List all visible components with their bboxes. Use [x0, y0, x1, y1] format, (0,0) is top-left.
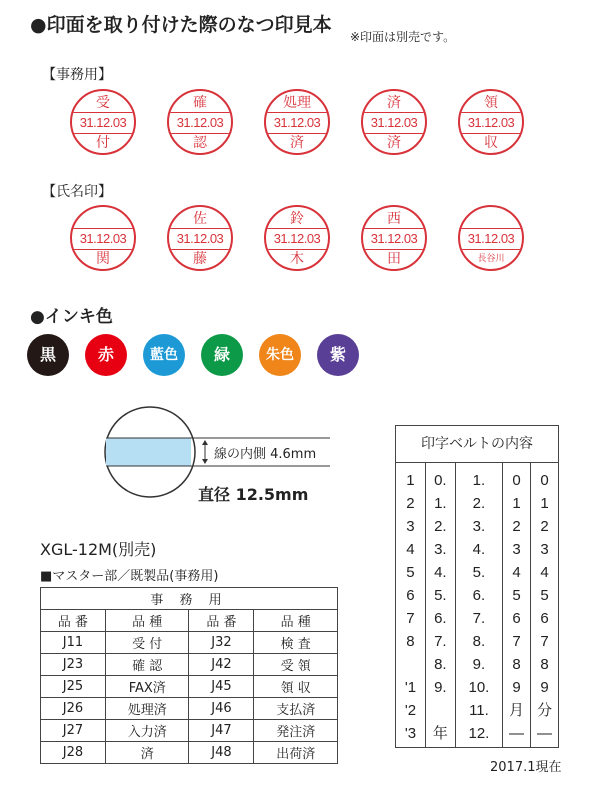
belt-column — [456, 463, 503, 747]
stamp-top-text: 領 — [484, 95, 498, 111]
stamp-top-text — [72, 210, 134, 228]
belt-cell: 11. — [469, 702, 489, 719]
table-cell: 処理済 — [105, 698, 189, 720]
table-cell: J27 — [41, 720, 106, 742]
table-header-row — [41, 610, 338, 632]
stamp-date: 31.12.03 — [167, 228, 233, 250]
table-cell: J48 — [189, 742, 254, 764]
belt-cell: 3. — [434, 541, 447, 558]
belt-cell: — — [537, 725, 553, 742]
belt-cell: 6. — [434, 610, 447, 627]
product-table — [40, 587, 338, 764]
table-cell: 検 査 — [254, 632, 338, 654]
belt-title: 印字ベルトの内容 — [396, 426, 558, 463]
diameter-label: 直径 12.5mm — [198, 485, 309, 504]
belt-cell: 6. — [472, 587, 486, 604]
belt-cell: 1. — [472, 472, 486, 489]
diagram-band-fill — [106, 438, 191, 466]
table-cell: J45 — [189, 676, 254, 698]
stamp-bottom-text: 木 — [290, 251, 304, 267]
belt-cell: — — [509, 725, 525, 742]
table-col-header: 品 種 — [254, 610, 338, 632]
ink-swatch: 朱色 — [259, 334, 301, 376]
table-col-header: 品 番 — [41, 610, 106, 632]
belt-column — [531, 463, 558, 747]
stamp-date: 31.12.03 — [361, 112, 427, 134]
model-name: XGL-12M(別売) — [40, 540, 157, 559]
belt-cell: 8 — [406, 633, 415, 650]
table-cell: 確 認 — [105, 654, 189, 676]
diagram-arrow-head-bottom — [202, 459, 208, 464]
page-note: ※印面は別売です。 — [350, 30, 456, 44]
belt-cell — [426, 699, 455, 722]
office-stamp — [264, 89, 330, 155]
belt-cell: 4 — [406, 541, 415, 558]
table-row — [41, 720, 338, 742]
stamp-top-text: 済 — [387, 95, 401, 111]
ink-swatch: 紫 — [317, 334, 359, 376]
belt-cell: 10. — [468, 679, 490, 696]
belt-column — [426, 463, 456, 747]
name-stamp — [361, 205, 427, 271]
ink-swatch: 黒 — [27, 334, 69, 376]
belt-cell: 8 — [540, 656, 549, 673]
stamp-top-text: 受 — [96, 95, 110, 111]
belt-column — [396, 463, 426, 747]
belt-cell: 2 — [406, 495, 415, 512]
table-cell: 入力済 — [105, 720, 189, 742]
belt-cell: 2 — [512, 518, 521, 535]
stamp-bottom-text: 田 — [387, 251, 401, 267]
belt-cell: 5. — [472, 564, 486, 581]
name-stamp — [264, 205, 330, 271]
table-cell: J42 — [189, 654, 254, 676]
belt-cell: 4. — [472, 541, 486, 558]
stamp-bottom-text: 付 — [96, 135, 110, 151]
stamp-top-text: 鈴 — [290, 211, 304, 227]
name-label: 【氏名印】 — [42, 184, 112, 200]
table-cell: 支払済 — [254, 698, 338, 720]
belt-cell: 9. — [472, 656, 486, 673]
office-stamp — [361, 89, 427, 155]
table-cell: 出荷済 — [254, 742, 338, 764]
belt-cell: 7. — [434, 633, 447, 650]
belt-cell: 6 — [512, 610, 521, 627]
stamp-bottom-text: 長谷川 — [477, 254, 505, 264]
belt-cell: 1 — [512, 495, 521, 512]
table-cell: 領 収 — [254, 676, 338, 698]
inner-label: 線の内側 4.6mm — [214, 447, 317, 462]
page-title: ●印面を取り付けた際のなつ印見本 — [30, 14, 332, 36]
belt-cell: 12. — [468, 725, 490, 742]
belt-column — [503, 463, 531, 747]
belt-cell: 7. — [472, 610, 486, 627]
table-cell: 受 付 — [105, 632, 189, 654]
table-row — [41, 676, 338, 698]
table-cell: FAX済 — [105, 676, 189, 698]
belt-cell: 9. — [434, 679, 447, 696]
belt-cell: 8 — [512, 656, 521, 673]
table-cell: J25 — [41, 676, 106, 698]
name-stamp — [167, 205, 233, 271]
belt-cell: 8. — [434, 656, 447, 673]
table-row — [41, 654, 338, 676]
diagram-arrow-head-top — [202, 440, 208, 445]
belt-cell: 1 — [540, 495, 549, 512]
table-row — [41, 632, 338, 654]
belt-cell: 2. — [434, 518, 447, 535]
belt-cell: 2. — [472, 495, 486, 512]
table-cell: J11 — [41, 632, 106, 654]
table-cell: 済 — [105, 742, 189, 764]
stamp-bottom-text: 関 — [96, 251, 110, 267]
stamp-date: 31.12.03 — [264, 112, 330, 134]
belt-cell: 6 — [406, 587, 415, 604]
ink-heading: ●インキ色 — [30, 307, 113, 327]
belt-cell: 年 — [432, 725, 448, 742]
belt-cell: 5 — [540, 587, 549, 604]
stamp-bottom-text: 済 — [387, 135, 401, 151]
name-stamp — [70, 205, 136, 271]
table-row — [41, 742, 338, 764]
stamp-date: 31.12.03 — [70, 228, 136, 250]
belt-cell: 3 — [406, 518, 415, 535]
belt-cell: 5 — [406, 564, 415, 581]
stamp-top-text: 処理 — [283, 95, 311, 111]
belt-cell: 4 — [540, 564, 549, 581]
stamp-date: 31.12.03 — [361, 228, 427, 250]
belt-table — [395, 425, 559, 748]
belt-cell: 3 — [540, 541, 549, 558]
stamp-date: 31.12.03 — [458, 228, 524, 250]
name-stamp — [458, 205, 524, 271]
ink-swatch: 藍色 — [143, 334, 185, 376]
belt-cell: 4. — [434, 564, 447, 581]
stamp-top-text: 西 — [387, 211, 401, 227]
office-stamp — [167, 89, 233, 155]
ink-swatch: 緑 — [201, 334, 243, 376]
belt-cell: 7 — [406, 610, 415, 627]
table-cell: J28 — [41, 742, 106, 764]
table-title: 事 務 用 — [41, 588, 338, 610]
stamp-date: 31.12.03 — [458, 112, 524, 134]
product-subtitle: ■マスター部／既製品(事務用) — [40, 569, 219, 584]
belt-cell: 7 — [540, 633, 549, 650]
stamp-bottom-text: 済 — [290, 135, 304, 151]
ink-swatch: 赤 — [85, 334, 127, 376]
belt-cell: 0. — [434, 472, 447, 489]
belt-cell: 3. — [472, 518, 486, 535]
belt-cell — [396, 653, 425, 676]
stamp-top-text — [460, 210, 522, 228]
table-row — [41, 698, 338, 720]
belt-columns — [396, 463, 558, 747]
belt-cell: 1. — [434, 495, 447, 512]
belt-cell: 3 — [512, 541, 521, 558]
table-cell: J47 — [189, 720, 254, 742]
table-col-header: 品 種 — [105, 610, 189, 632]
stamp-date: 31.12.03 — [167, 112, 233, 134]
office-stamp — [70, 89, 136, 155]
belt-cell: 9 — [512, 679, 521, 696]
office-stamp — [458, 89, 524, 155]
belt-cell: 0 — [512, 472, 521, 489]
stamp-top-text: 佐 — [193, 211, 207, 227]
table-cell: J46 — [189, 698, 254, 720]
belt-footer: 2017.1現在 — [490, 760, 562, 775]
belt-cell: 5 — [512, 587, 521, 604]
table-cell: J23 — [41, 654, 106, 676]
belt-cell: '3 — [404, 725, 417, 742]
stamp-bottom-text: 認 — [193, 135, 207, 151]
table-cell: J32 — [189, 632, 254, 654]
belt-cell: 5. — [434, 587, 447, 604]
stamp-bottom-text: 収 — [484, 135, 498, 151]
table-cell: J26 — [41, 698, 106, 720]
belt-cell: 7 — [512, 633, 521, 650]
belt-cell: 1 — [406, 472, 415, 489]
belt-cell: '1 — [404, 679, 417, 696]
belt-cell: 2 — [540, 518, 549, 535]
stamp-bottom-text: 藤 — [193, 251, 207, 267]
table-cell: 発注済 — [254, 720, 338, 742]
belt-cell: 分 — [537, 702, 553, 719]
belt-cell: 6 — [540, 610, 549, 627]
belt-cell: 9 — [540, 679, 549, 696]
stamp-top-text: 確 — [193, 95, 207, 111]
office-label: 【事務用】 — [42, 67, 112, 83]
stamp-date: 31.12.03 — [70, 112, 136, 134]
stamp-date: 31.12.03 — [264, 228, 330, 250]
belt-cell: '2 — [404, 702, 417, 719]
belt-cell: 4 — [512, 564, 521, 581]
belt-cell: 8. — [472, 633, 486, 650]
belt-cell: 月 — [509, 702, 525, 719]
table-col-header: 品 番 — [189, 610, 254, 632]
table-cell: 受 領 — [254, 654, 338, 676]
belt-cell: 0 — [540, 472, 549, 489]
